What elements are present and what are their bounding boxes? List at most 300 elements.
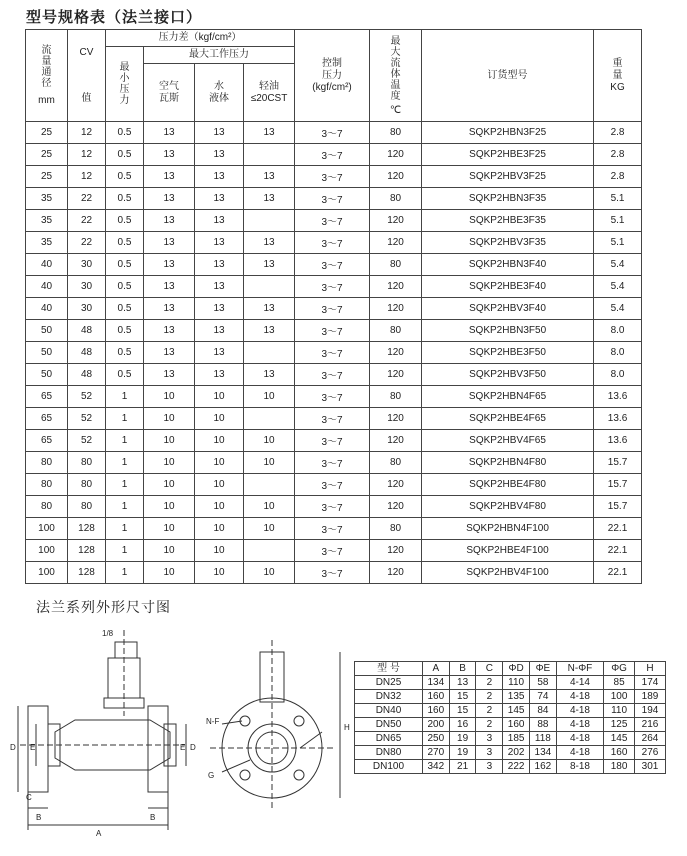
cell-water: 13 [195,364,244,386]
cell-temp: 120 [370,276,422,298]
cell-temp: 120 [370,474,422,496]
cell-model: SQKP2HBE3F35 [422,210,594,232]
cell-air: 13 [144,144,195,166]
dim-header-cell: C [476,662,503,676]
spec-table-body [26,122,642,584]
cell-oil: 13 [244,122,295,144]
label-e-left: E [30,743,36,752]
cell-cv: 30 [68,254,106,276]
dim-header-cell: ΦD [503,662,530,676]
table-row [26,452,642,474]
cell-min: 1 [106,540,144,562]
cell-temp: 120 [370,232,422,254]
dimension-row [355,760,666,774]
label-b-left: B [36,813,42,822]
cell-air: 10 [144,430,195,452]
dim-cell: 202 [503,746,530,760]
cell-cv: 52 [68,386,106,408]
dim-cell: 301 [635,760,666,774]
cell-oil: 13 [244,254,295,276]
dim-cell: 15 [449,704,476,718]
cell-kg: 5.1 [594,188,642,210]
cell-min: 0.5 [106,144,144,166]
cell-model: SQKP2HBN4F80 [422,452,594,474]
dim-cell: 2 [476,718,503,732]
cell-kg: 15.7 [594,452,642,474]
cell-cv: 128 [68,540,106,562]
dim-header-cell: H [635,662,666,676]
cell-ctrl: 3～7 [295,474,370,496]
cell-temp: 80 [370,188,422,210]
cell-temp: 120 [370,430,422,452]
spec-table-header [26,30,642,122]
cell-water: 10 [195,474,244,496]
cell-air: 13 [144,342,195,364]
cell-temp: 120 [370,540,422,562]
cell-cv: 128 [68,562,106,584]
cell-temp: 120 [370,562,422,584]
cell-model: SQKP2HBV3F35 [422,232,594,254]
cell-oil: 13 [244,188,295,210]
label-nf: N-F [206,717,220,726]
table-row [26,210,642,232]
cell-model: SQKP2HBN3F40 [422,254,594,276]
cell-cv: 12 [68,122,106,144]
dim-cell: 19 [449,732,476,746]
dim-cell: 74 [530,690,557,704]
cell-min: 0.5 [106,342,144,364]
dim-cell: 58 [530,676,557,690]
cell-dn: 25 [26,166,68,188]
cell-water: 10 [195,518,244,540]
cell-cv: 48 [68,320,106,342]
cell-air: 13 [144,232,195,254]
cell-model: SQKP2HBV3F50 [422,364,594,386]
dim-cell: 134 [530,746,557,760]
dim-cell: 125 [604,718,635,732]
dim-cell: 200 [422,718,449,732]
dim-cell: DN65 [355,732,423,746]
cell-cv: 48 [68,342,106,364]
table-row [26,144,642,166]
dim-cell: DN40 [355,704,423,718]
cell-water: 10 [195,452,244,474]
cell-dn: 40 [26,254,68,276]
label-d: D [10,743,16,752]
cell-water: 10 [195,386,244,408]
dim-cell: 4-18 [556,718,603,732]
cell-oil: 10 [244,496,295,518]
cell-ctrl: 3～7 [295,276,370,298]
label-h: H [344,723,350,732]
dim-cell: 19 [449,746,476,760]
cell-min: 0.5 [106,320,144,342]
cell-min: 1 [106,386,144,408]
cell-cv: 30 [68,276,106,298]
dim-cell: 4-18 [556,690,603,704]
cell-model: SQKP2HBN4F100 [422,518,594,540]
cell-water: 13 [195,232,244,254]
dim-header-cell: ΦE [530,662,557,676]
table-row [26,562,642,584]
valve-side-view [18,630,186,830]
cell-water: 13 [195,144,244,166]
cell-air: 10 [144,562,195,584]
dim-header-cell: B [449,662,476,676]
dim-cell: 145 [503,704,530,718]
dim-cell: 276 [635,746,666,760]
cell-oil: 10 [244,452,295,474]
cell-dn: 25 [26,122,68,144]
table-row [26,540,642,562]
table-row [26,364,642,386]
valve-front-view [210,640,340,810]
section-title: 法兰系列外形尺寸图 [36,600,171,616]
dimension-row [355,732,666,746]
header-max-work-pressure: 最大工作压力 [144,47,295,64]
cell-model: SQKP2HBN3F50 [422,320,594,342]
table-row [26,496,642,518]
cell-kg: 13.6 [594,386,642,408]
header-water: 水 液体 [195,64,244,122]
dim-cell: 180 [604,760,635,774]
cell-kg: 2.8 [594,144,642,166]
cell-model: SQKP2HBE4F80 [422,474,594,496]
dimension-table-body [355,676,666,774]
dim-header-cell: A [422,662,449,676]
dimension-row [355,746,666,760]
cell-temp: 80 [370,386,422,408]
cell-dn: 80 [26,474,68,496]
dimension-row [355,676,666,690]
dim-cell: 118 [530,732,557,746]
dim-cell: 88 [530,718,557,732]
table-row [26,166,642,188]
cell-cv: 52 [68,430,106,452]
dim-cell: 189 [635,690,666,704]
cell-water: 10 [195,408,244,430]
cell-model: SQKP2HBV4F65 [422,430,594,452]
cell-kg: 5.1 [594,232,642,254]
cell-ctrl: 3～7 [295,408,370,430]
dimension-row [355,718,666,732]
cell-kg: 22.1 [594,540,642,562]
dim-cell: 16 [449,718,476,732]
cell-dn: 100 [26,518,68,540]
cell-oil: 13 [244,232,295,254]
table-row [26,122,642,144]
dim-cell: 15 [449,690,476,704]
cell-min: 1 [106,452,144,474]
dim-header-cell: N-ΦF [556,662,603,676]
cell-ctrl: 3～7 [295,122,370,144]
cell-kg: 5.4 [594,276,642,298]
dim-header-cell: 型 号 [355,662,423,676]
cell-air: 10 [144,452,195,474]
cell-water: 10 [195,562,244,584]
cell-air: 10 [144,496,195,518]
dim-cell: 134 [422,676,449,690]
table-row [26,408,642,430]
cell-dn: 25 [26,144,68,166]
cell-oil [244,474,295,496]
cell-min: 0.5 [106,254,144,276]
header-pressure-diff: 压力差（kgf/cm²） [106,30,295,47]
cell-water: 13 [195,298,244,320]
cell-air: 13 [144,320,195,342]
cell-ctrl: 3～7 [295,364,370,386]
cell-ctrl: 3～7 [295,210,370,232]
cell-min: 0.5 [106,298,144,320]
dim-cell: 160 [422,704,449,718]
cell-model: SQKP2HBE3F50 [422,342,594,364]
dim-cell: 194 [635,704,666,718]
cell-dn: 40 [26,276,68,298]
cell-ctrl: 3～7 [295,144,370,166]
dim-cell: 162 [530,760,557,774]
cell-kg: 5.1 [594,210,642,232]
cell-oil [244,144,295,166]
dim-cell: 3 [476,746,503,760]
cell-water: 13 [195,122,244,144]
dimension-header-row [355,662,666,676]
cell-temp: 80 [370,122,422,144]
cell-dn: 100 [26,540,68,562]
cell-air: 10 [144,474,195,496]
cell-oil: 10 [244,518,295,540]
cell-cv: 12 [68,166,106,188]
cell-kg: 2.8 [594,122,642,144]
table-row [26,276,642,298]
dim-cell: 270 [422,746,449,760]
cell-cv: 80 [68,496,106,518]
cell-kg: 22.1 [594,518,642,540]
cell-ctrl: 3～7 [295,232,370,254]
cell-model: SQKP2HBV3F40 [422,298,594,320]
cell-model: SQKP2HBN4F65 [422,386,594,408]
table-row [26,232,642,254]
cell-oil: 13 [244,298,295,320]
cell-kg: 5.4 [594,298,642,320]
cell-kg: 2.8 [594,166,642,188]
cell-water: 13 [195,276,244,298]
cell-model: SQKP2HBE4F65 [422,408,594,430]
cell-temp: 120 [370,408,422,430]
cell-kg: 13.6 [594,408,642,430]
dim-cell: DN32 [355,690,423,704]
cell-kg: 15.7 [594,474,642,496]
dim-cell: 264 [635,732,666,746]
header-order-model: 订货型号 [422,30,594,122]
dimension-row [355,690,666,704]
table-row [26,342,642,364]
dim-cell: 216 [635,718,666,732]
dim-cell: DN100 [355,760,423,774]
dimension-row [355,704,666,718]
spec-table [25,29,642,584]
cell-air: 10 [144,540,195,562]
cell-kg: 8.0 [594,364,642,386]
dim-cell: 222 [503,760,530,774]
cell-temp: 120 [370,298,422,320]
cell-temp: 120 [370,496,422,518]
table-row [26,298,642,320]
cell-air: 13 [144,364,195,386]
cell-oil [244,540,295,562]
header-control: 控制 压力 (kgf/cm²) [295,30,370,122]
table-row [26,474,642,496]
cell-min: 0.5 [106,122,144,144]
table-row [26,320,642,342]
cell-temp: 80 [370,452,422,474]
cell-kg: 5.4 [594,254,642,276]
dim-cell: 3 [476,732,503,746]
header-air: 空气 瓦斯 [144,64,195,122]
cell-ctrl: 3～7 [295,320,370,342]
table-row [26,386,642,408]
label-b-right: B [150,813,156,822]
cell-oil [244,210,295,232]
cell-ctrl: 3～7 [295,166,370,188]
cell-min: 0.5 [106,166,144,188]
dim-cell: 4-14 [556,676,603,690]
cell-dn: 50 [26,320,68,342]
cell-water: 10 [195,430,244,452]
cell-dn: 80 [26,496,68,518]
cell-temp: 80 [370,254,422,276]
cell-model: SQKP2HBV4F80 [422,496,594,518]
cell-oil: 10 [244,386,295,408]
cell-oil [244,342,295,364]
table-row [26,254,642,276]
dim-cell: 100 [604,690,635,704]
cell-water: 13 [195,210,244,232]
cell-air: 13 [144,122,195,144]
cell-dn: 65 [26,386,68,408]
cell-kg: 13.6 [594,430,642,452]
cell-model: SQKP2HBV4F100 [422,562,594,584]
dimension-table [354,661,666,774]
dim-cell: 160 [604,746,635,760]
cell-temp: 80 [370,518,422,540]
cell-ctrl: 3～7 [295,518,370,540]
cell-min: 0.5 [106,232,144,254]
cell-air: 13 [144,298,195,320]
cell-air: 13 [144,210,195,232]
label-port: 1/8 [102,629,114,638]
label-c: C [26,793,32,802]
cell-water: 13 [195,342,244,364]
label-e-right: E [180,743,186,752]
dim-cell: 160 [503,718,530,732]
cell-water: 13 [195,166,244,188]
cell-dn: 65 [26,430,68,452]
cell-oil: 13 [244,364,295,386]
cell-min: 1 [106,496,144,518]
table-row [26,518,642,540]
cell-kg: 22.1 [594,562,642,584]
header-dn: 流 量 通 径 mm [26,30,68,122]
dim-cell: 2 [476,704,503,718]
cell-kg: 8.0 [594,320,642,342]
cell-min: 0.5 [106,364,144,386]
cell-oil: 13 [244,320,295,342]
cell-cv: 48 [68,364,106,386]
header-min-pressure: 最 小 压 力 [106,47,144,122]
dim-cell: DN80 [355,746,423,760]
dimension-drawing [0,620,350,856]
cell-cv: 30 [68,298,106,320]
cell-oil: 13 [244,166,295,188]
cell-kg: 15.7 [594,496,642,518]
cell-min: 0.5 [106,188,144,210]
cell-air: 13 [144,188,195,210]
dim-cell: 110 [503,676,530,690]
cell-cv: 128 [68,518,106,540]
dim-cell: 3 [476,760,503,774]
cell-cv: 52 [68,408,106,430]
cell-water: 13 [195,188,244,210]
label-a: A [96,829,102,838]
dim-cell: 85 [604,676,635,690]
cell-cv: 12 [68,144,106,166]
cell-water: 13 [195,254,244,276]
cell-model: SQKP2HBN3F25 [422,122,594,144]
cell-temp: 120 [370,166,422,188]
cell-oil [244,408,295,430]
dim-cell: DN25 [355,676,423,690]
dim-cell: 8-18 [556,760,603,774]
cell-dn: 35 [26,188,68,210]
cell-air: 13 [144,254,195,276]
cell-air: 10 [144,386,195,408]
dim-cell: 174 [635,676,666,690]
cell-air: 13 [144,276,195,298]
cell-ctrl: 3～7 [295,496,370,518]
cell-dn: 40 [26,298,68,320]
cell-air: 10 [144,408,195,430]
cell-min: 1 [106,562,144,584]
cell-min: 1 [106,408,144,430]
dim-cell: 110 [604,704,635,718]
dim-cell: 250 [422,732,449,746]
cell-dn: 50 [26,364,68,386]
dim-cell: 342 [422,760,449,774]
cell-cv: 22 [68,232,106,254]
cell-ctrl: 3～7 [295,386,370,408]
header-cv: CV 值 [68,30,106,122]
cell-water: 10 [195,496,244,518]
cell-min: 0.5 [106,210,144,232]
label-g: G [208,771,215,780]
cell-water: 10 [195,540,244,562]
cell-cv: 80 [68,474,106,496]
dim-cell: 84 [530,704,557,718]
cell-model: SQKP2HBN3F35 [422,188,594,210]
cell-min: 1 [106,518,144,540]
cell-dn: 65 [26,408,68,430]
dim-cell: 185 [503,732,530,746]
cell-temp: 120 [370,342,422,364]
table-row [26,188,642,210]
cell-ctrl: 3～7 [295,430,370,452]
cell-min: 0.5 [106,276,144,298]
dim-cell: 2 [476,690,503,704]
cell-model: SQKP2HBE4F100 [422,540,594,562]
cell-air: 13 [144,166,195,188]
cell-oil: 10 [244,430,295,452]
dim-cell: 2 [476,676,503,690]
